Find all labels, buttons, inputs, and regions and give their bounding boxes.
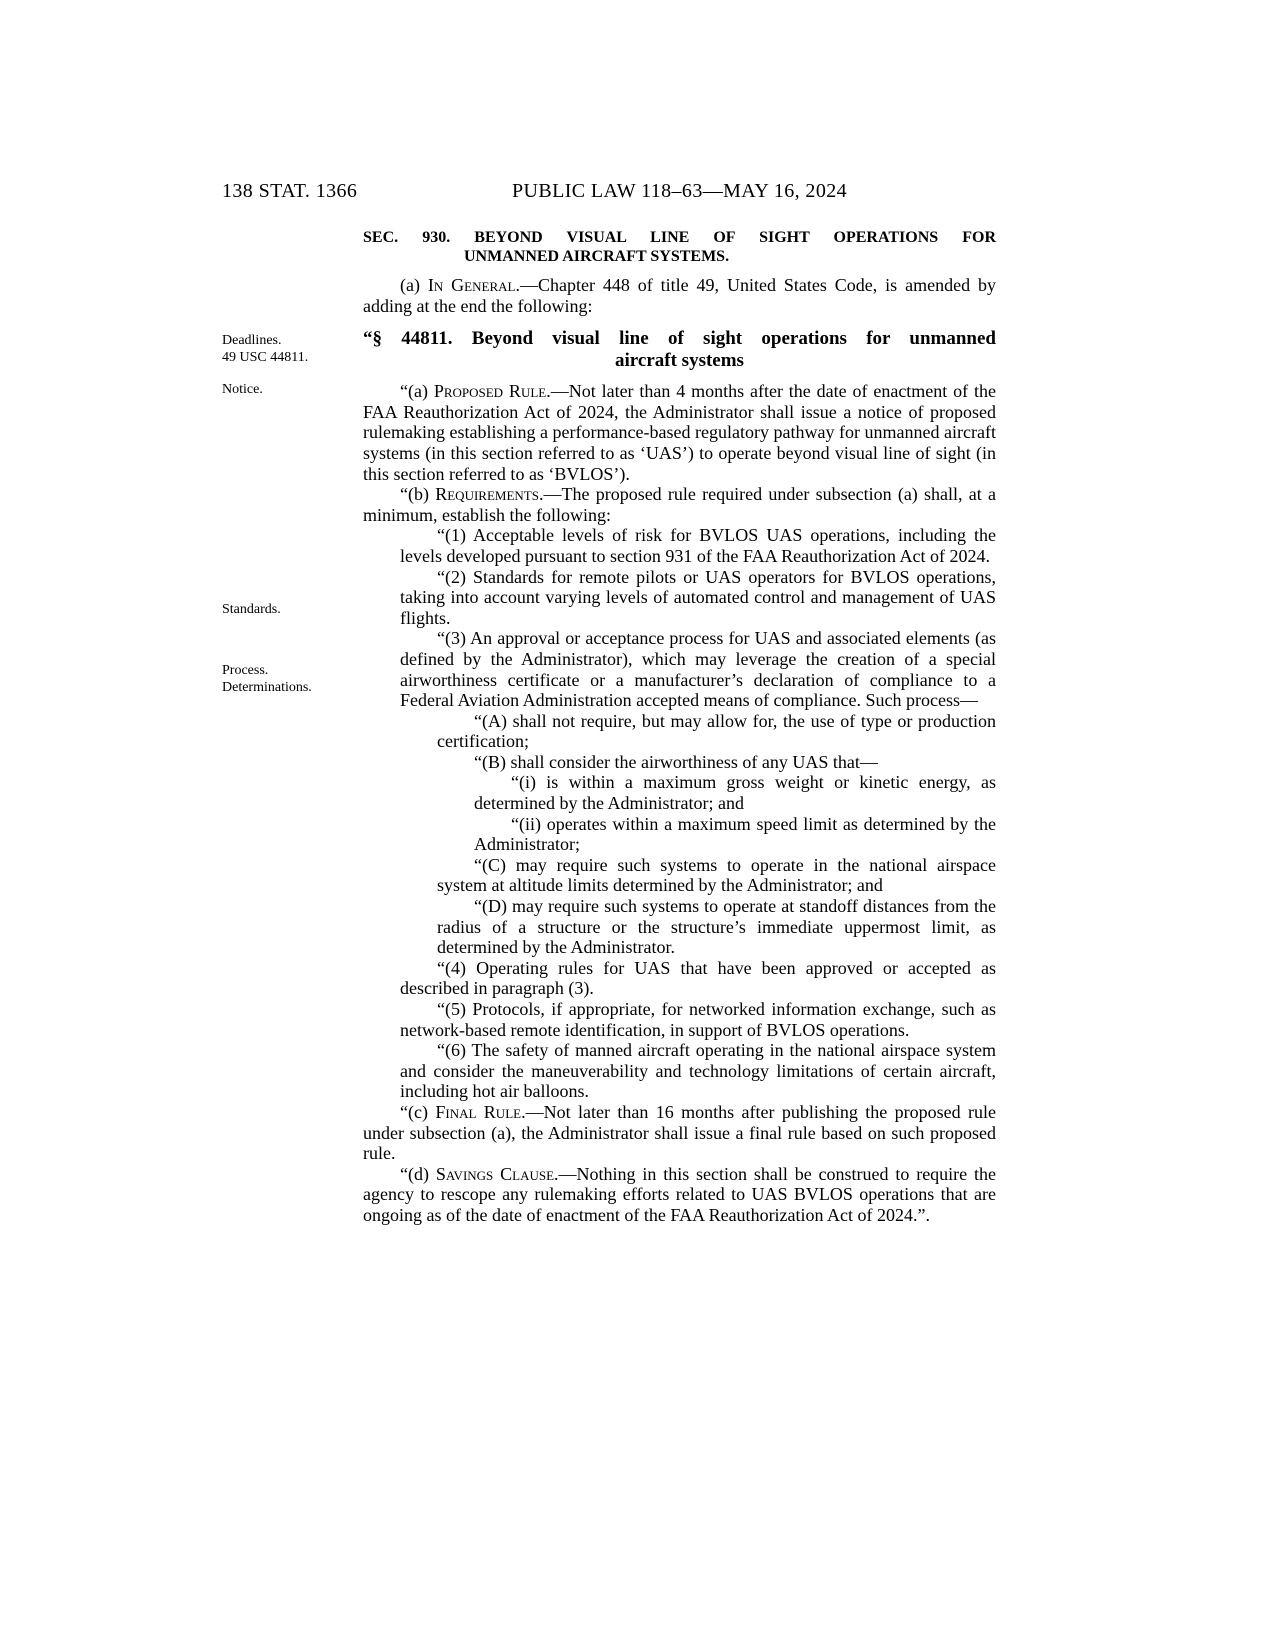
- para-d-savings-clause: [363, 1164, 996, 1226]
- margin-note-determinations: Determinations.: [222, 680, 312, 695]
- para-b3-D: “(D) may require such systems to operate at standoff distances from the radius of a structure or the structure’s immediate uppermost limit, as determined by the Administrator.: [437, 896, 996, 958]
- para-b-requirements: [363, 484, 996, 525]
- para-a-proposed-rule: [363, 381, 996, 484]
- para-b3-B-ii: “(ii) operates within a maximum speed limit as determined by the Administrator;: [474, 813, 996, 855]
- para-c-text: .—Not later than 16 months after publishing the proposed rule under subsection (a), the Administrator shall issue a final rule based on such proposed rule.: [363, 1101, 996, 1164]
- para-a-pre: “(a): [400, 381, 434, 402]
- section-930-heading-line2: UNMANNED AIRCRAFT SYSTEMS.: [464, 248, 730, 265]
- stat-page-number: 138 STAT. 1366: [222, 180, 358, 202]
- statute-text-column: [363, 228, 996, 1226]
- margin-note-standards: Standards.: [222, 602, 281, 617]
- margin-note-deadlines: Deadlines.: [222, 333, 282, 348]
- para-b3-B: “(B) shall consider the airworthiness of any UAS that—: [474, 751, 878, 772]
- public-law-header: PUBLIC LAW 118–63—MAY 16, 2024: [511, 180, 848, 202]
- para-c-smallcaps: Final Rule: [435, 1101, 522, 1122]
- para-c-final-rule: [363, 1102, 996, 1164]
- para-d-smallcaps: Savings Clause: [435, 1163, 555, 1184]
- para-d-text: .—Nothing in this section shall be construed to require the agency to rescope any rulemaking efforts related to UAS BVLOS operations that are ongoing as of the date of enactment of the FAA Reauthorization Act of 2024.”.: [363, 1163, 997, 1225]
- usc-section-44811-heading-line1: “§ 44811. Beyond visual line of sight operations for unmanned: [363, 328, 996, 350]
- margin-note-notice: Notice.: [222, 382, 263, 397]
- para-b3-B-i: “(i) is within a maximum gross weight or kinetic energy, as determined by the Administrator; and: [474, 772, 996, 814]
- para-b3-A: “(A) shall not require, but may allow for, the use of type or production certification;: [437, 710, 996, 752]
- para-b-text: .—The proposed rule required under subsection (a) shall, at a minimum, establish the following:: [363, 484, 996, 525]
- para-b4: “(4) Operating rules for UAS that have been approved or accepted as described in paragraph (3).: [400, 957, 996, 999]
- para-b2: “(2) Standards for remote pilots or UAS operators for BVLOS operations, taking into account varying levels of automated control and management of UAS flights.: [400, 566, 996, 628]
- para-b3-C: “(C) may require such systems to operate in the national airspace system at altitude limits determined by the Administrator; and: [437, 854, 996, 896]
- para-amendment-intro-smallcaps: In General: [427, 275, 516, 295]
- usc-section-44811-heading-line2: aircraft systems: [615, 350, 744, 372]
- margin-note-usc-citation: 49 USC 44811.: [222, 350, 309, 365]
- para-b1: “(1) Acceptable levels of risk for BVLOS UAS operations, including the levels developed pursuant to section 931 of the FAA Reauthorization Act of 2024.: [400, 525, 996, 566]
- para-d-pre: “(d): [400, 1163, 436, 1184]
- para-amendment-intro-text: .—Chapter 448 of title 49, United States Code, is amended by adding at the end the following:: [363, 275, 996, 316]
- para-amendment-intro-pre: (a): [400, 275, 428, 295]
- usc-section-44811-heading: [363, 328, 996, 372]
- para-a-text: .—Not later than 4 months after the date of enactment of the FAA Reauthorization Act of 2024, the Administrator shall issue a notice of proposed rulemaking establishing a performance-based regulatory pathway for unmanned aircraft systems (in this section referred to as ‘UAS’) to operate beyond visual line of sight (in this section referred to as ‘BVLOS’).: [363, 381, 996, 484]
- section-930-heading: [363, 228, 996, 266]
- para-b6: “(6) The safety of manned aircraft operating in the national airspace system and consider the maneuverability and technology limitations of certain aircraft, including hot air balloons.: [400, 1040, 996, 1102]
- para-a-smallcaps: Proposed Rule: [433, 381, 547, 402]
- para-b-pre: “(b): [400, 484, 436, 505]
- para-amendment-intro: [363, 275, 996, 316]
- para-b5: “(5) Protocols, if appropriate, for networked information exchange, such as network-based remote identification, in support of BVLOS operations.: [400, 999, 996, 1040]
- margin-note-process: Process.: [222, 663, 269, 678]
- para-b-smallcaps: Requirements: [435, 484, 539, 505]
- para-c-pre: “(c): [400, 1101, 436, 1122]
- para-b3: “(3) An approval or acceptance process for UAS and associated elements (as defined by the Administrator), which may leverage the creation of a special airworthiness certificate or a manufacturer’s declaration of compliance to a Federal Aviation Administration accepted means of compliance. Such process—: [400, 628, 996, 711]
- section-930-heading-line1: SEC. 930. BEYOND VISUAL LINE OF SIGHT OPERATIONS FOR: [363, 229, 996, 246]
